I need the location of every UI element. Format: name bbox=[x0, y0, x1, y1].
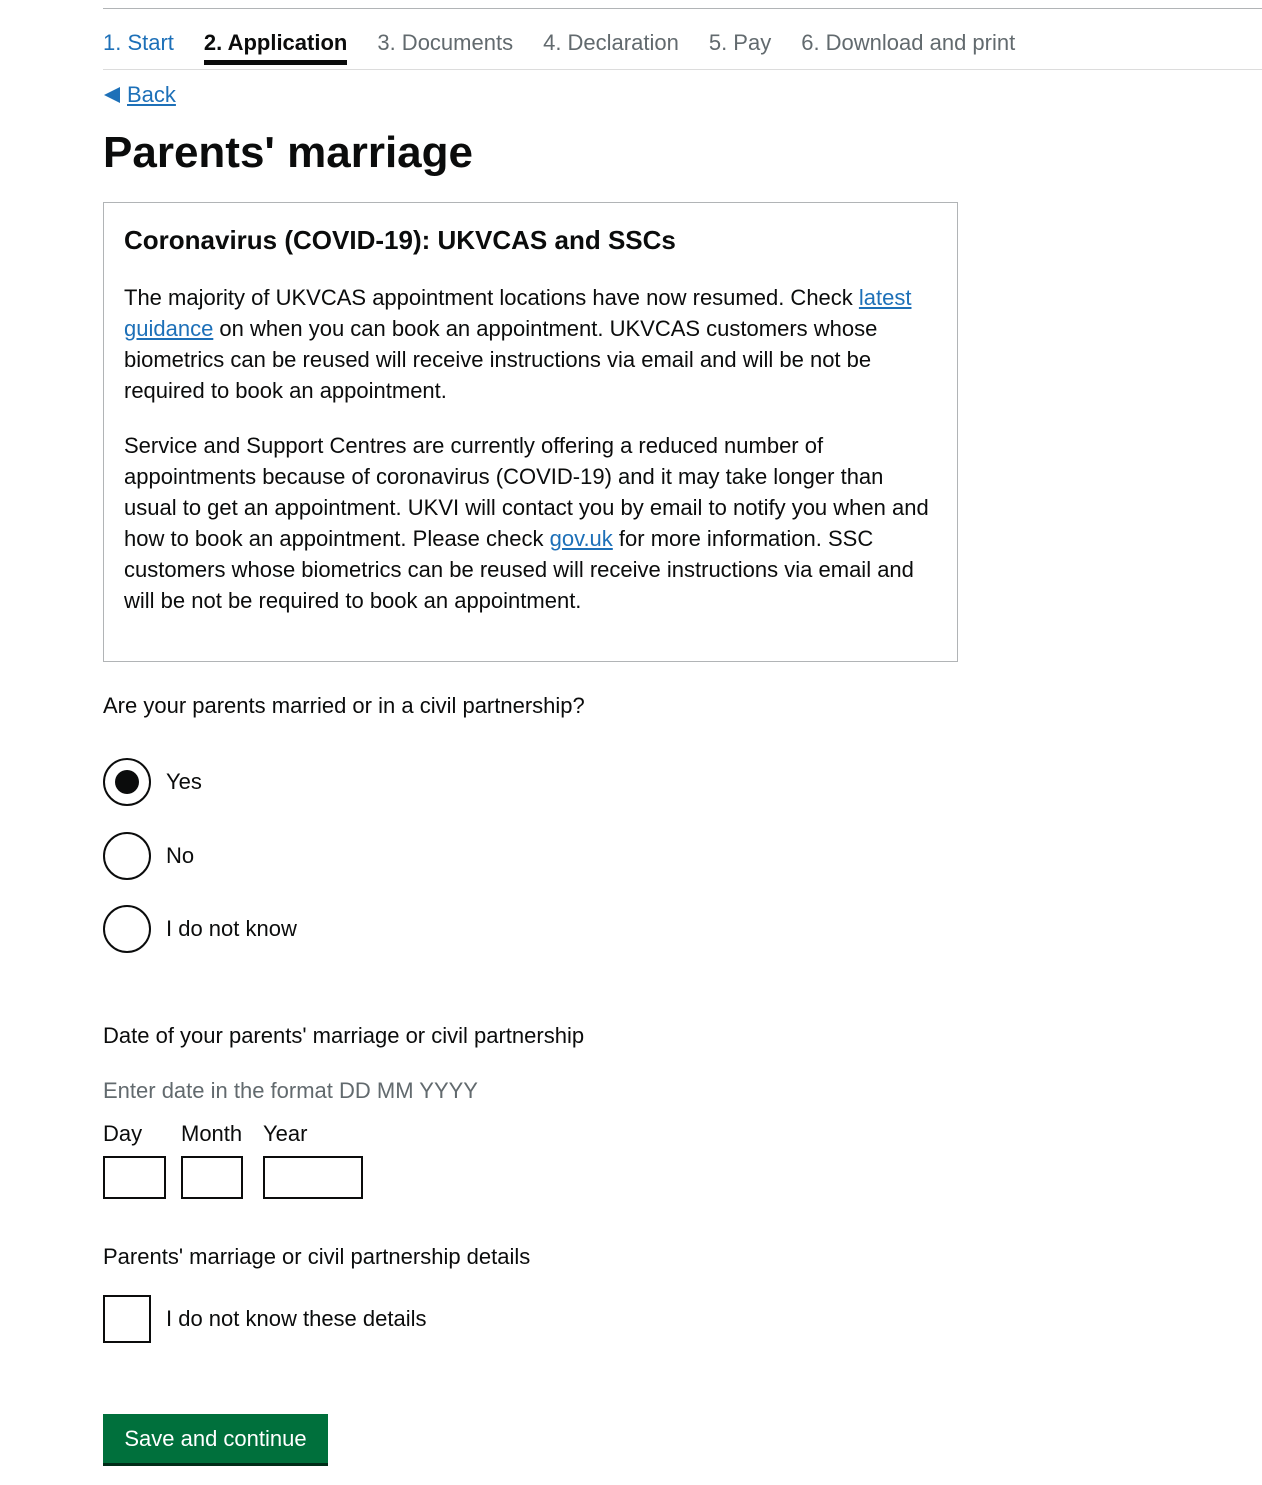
back-link[interactable] bbox=[104, 82, 176, 108]
month-input[interactable] bbox=[181, 1156, 243, 1199]
marriage-question: Are your parents married or in a civil partnership? bbox=[103, 693, 585, 718]
latest-guidance-link[interactable]: latest guidance bbox=[124, 285, 912, 341]
day-label: Day bbox=[103, 1121, 143, 1146]
notice-title: Coronavirus (COVID-19): UKVCAS and SSCs bbox=[124, 225, 676, 255]
radio-no-circle[interactable] bbox=[103, 832, 151, 880]
date-label: Date of your parents' marriage or civil partnership bbox=[103, 1023, 585, 1048]
notice-text: The majority of UKVCAS appointment locations have now resumed. Check bbox=[124, 285, 859, 310]
step-application: 2. Application bbox=[204, 30, 347, 64]
notice-text: Service and Support Centres are currently offering a reduced number of appointments because of coronavirus (COVID-19) and it may take longer than usual to get an appointment. UKVI will contact you by email to notify you when and how to book an appointment. Please check bbox=[124, 433, 929, 551]
covid-notice-panel bbox=[103, 202, 958, 662]
radio-no-label: No bbox=[166, 843, 195, 868]
month-label: Month bbox=[181, 1121, 243, 1146]
step-download-print: 6. Download and print bbox=[801, 30, 1016, 55]
back-arrow-icon bbox=[104, 87, 120, 103]
details-label: Parents' marriage or civil partnership details bbox=[103, 1244, 531, 1269]
radio-yes-label: Yes bbox=[166, 769, 202, 794]
do-not-know-details-checkbox[interactable] bbox=[103, 1295, 427, 1343]
checkbox-label: I do not know these details bbox=[166, 1306, 427, 1331]
date-hint: Enter date in the format DD MM YYYY bbox=[103, 1078, 478, 1103]
save-and-continue-button[interactable]: Save and continue bbox=[103, 1414, 328, 1463]
radio-yes[interactable] bbox=[103, 758, 202, 806]
step-navigation bbox=[103, 30, 1045, 64]
step-pay: 5. Pay bbox=[708, 30, 772, 55]
radio-do-not-know[interactable] bbox=[103, 905, 297, 953]
year-input[interactable] bbox=[263, 1156, 363, 1199]
radio-selected-dot bbox=[115, 770, 139, 794]
notice-paragraph-2 bbox=[124, 430, 937, 616]
day-input[interactable] bbox=[103, 1156, 166, 1199]
notice-text: for more information. SSC customers whose biometrics can be reused will receive instructions via email and will be not be required to book an appointment. bbox=[124, 526, 914, 613]
radio-do-not-know-label: I do not know bbox=[166, 916, 297, 941]
radio-do-not-know-circle[interactable] bbox=[103, 905, 151, 953]
back-label: Back bbox=[127, 82, 176, 107]
step-documents: 3. Documents bbox=[377, 30, 514, 55]
top-rule bbox=[103, 8, 1262, 9]
year-label: Year bbox=[263, 1121, 308, 1146]
notice-text: on when you can book an appointment. UKVCAS customers whose biometrics can be reused will receive instructions via email and will be not be required to book an appointment. bbox=[124, 316, 878, 403]
checkbox-box[interactable] bbox=[103, 1295, 151, 1343]
radio-yes-circle[interactable] bbox=[103, 758, 151, 806]
radio-no[interactable] bbox=[103, 832, 194, 880]
step-declaration: 4. Declaration bbox=[543, 30, 679, 55]
notice-paragraph-1 bbox=[124, 282, 937, 406]
steps-divider bbox=[103, 69, 1262, 70]
page-title: Parents' marriage bbox=[103, 128, 473, 177]
gov-uk-link[interactable]: gov.uk bbox=[549, 526, 613, 551]
step-start[interactable]: 1. Start bbox=[103, 30, 174, 55]
